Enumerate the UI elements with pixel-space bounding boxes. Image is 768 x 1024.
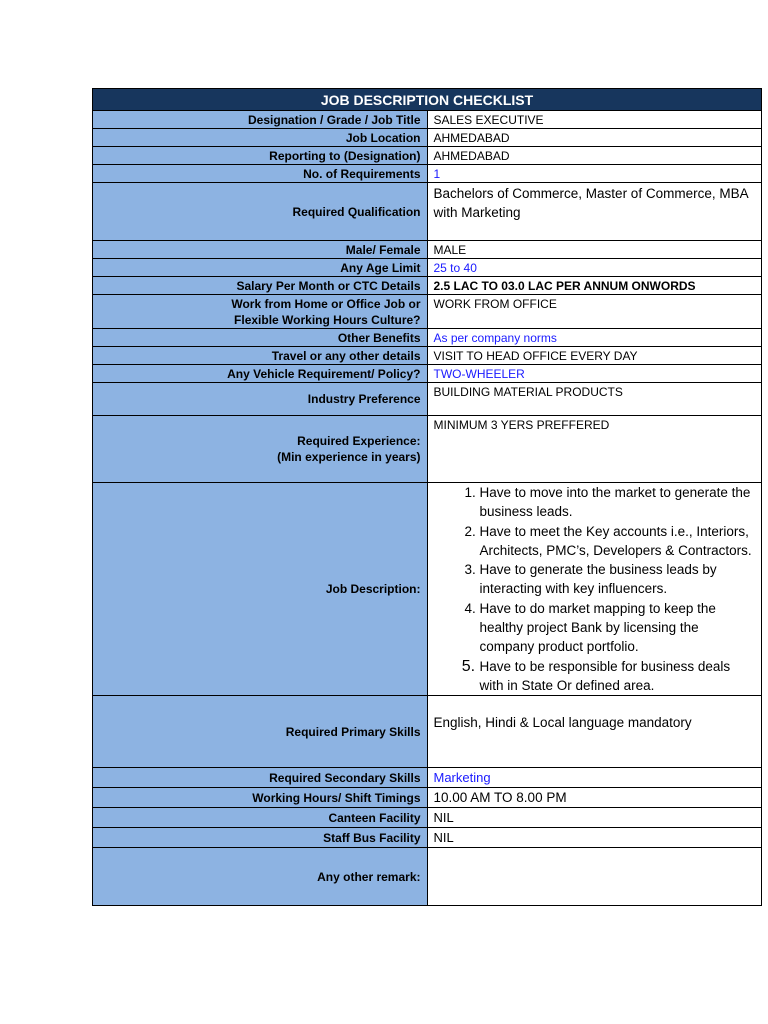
qualification-label: Required Qualification xyxy=(93,183,428,241)
working-hours-label: Working Hours/ Shift Timings xyxy=(93,788,428,808)
table-row xyxy=(93,165,762,183)
travel-label: Travel or any other details xyxy=(93,347,428,365)
table-row xyxy=(93,347,762,365)
table-row xyxy=(93,483,762,696)
work-mode-label-line2: Flexible Working Hours Culture? xyxy=(234,312,421,327)
canteen-value: NIL xyxy=(427,808,762,828)
other-benefits-value: As per company norms xyxy=(427,329,762,347)
gender-label: Male/ Female xyxy=(93,241,428,259)
salary-value: 2.5 LAC TO 03.0 LAC PER ANNUM ONWORDS xyxy=(427,277,762,295)
experience-label-line2: (Min experience in years) xyxy=(277,450,421,464)
requirements-count-value: 1 xyxy=(427,165,762,183)
other-remark-value xyxy=(427,848,762,906)
vehicle-value: TWO-WHEELER xyxy=(427,365,762,383)
designation-value: SALES EXECUTIVE xyxy=(427,111,762,129)
table-row xyxy=(93,808,762,828)
reporting-to-value: AHMEDABAD xyxy=(427,147,762,165)
job-location-label: Job Location xyxy=(93,129,428,147)
experience-value: MINIMUM 3 YERS PREFFERED xyxy=(427,416,762,483)
work-mode-label-line1: Work from Home or Office Job or xyxy=(231,296,421,311)
table-row xyxy=(93,416,762,483)
work-mode-value: WORK FROM OFFICE xyxy=(427,295,762,329)
list-item: 1. Have to move into the market to generate the business leads. xyxy=(480,483,756,522)
table-row xyxy=(93,111,762,129)
primary-skills-value: English, Hindi & Local language mandatory xyxy=(427,696,762,768)
other-benefits-label: Other Benefits xyxy=(93,329,428,347)
table-title: JOB DESCRIPTION CHECKLIST xyxy=(93,89,762,111)
other-remark-label: Any other remark: xyxy=(93,848,428,906)
list-item: 4. Have to do market mapping to keep the healthy project Bank by licensing the company product portfolio. xyxy=(480,599,756,657)
table-row xyxy=(93,383,762,416)
experience-label xyxy=(93,416,428,483)
qualification-value: Bachelors of Commerce, Master of Commerce, MBA with Marketing xyxy=(427,183,762,241)
vehicle-label: Any Vehicle Requirement/ Policy? xyxy=(93,365,428,383)
list-item: 5. Have to be responsible for business deals with in State Or defined area. xyxy=(480,657,756,696)
table-row xyxy=(93,183,762,241)
table-row xyxy=(93,768,762,788)
job-description-label: Job Description: xyxy=(93,483,428,696)
table-row xyxy=(93,788,762,808)
reporting-to-label: Reporting to (Designation) xyxy=(93,147,428,165)
table-row xyxy=(93,259,762,277)
list-item: 2. Have to meet the Key accounts i.e., Interiors, Architects, PMC’s, Developers & Contractors. xyxy=(480,522,756,561)
experience-label-line1: Required Experience: xyxy=(297,434,421,448)
working-hours-value: 10.00 AM TO 8.00 PM xyxy=(427,788,762,808)
table-row xyxy=(93,147,762,165)
designation-label: Designation / Grade / Job Title xyxy=(93,111,428,129)
table-row xyxy=(93,365,762,383)
secondary-skills-value: Marketing xyxy=(427,768,762,788)
age-limit-label: Any Age Limit xyxy=(93,259,428,277)
list-item: 3. Have to generate the business leads by interacting with key influencers. xyxy=(480,560,756,599)
table-row xyxy=(93,295,762,329)
staff-bus-value: NIL xyxy=(427,828,762,848)
canteen-label: Canteen Facility xyxy=(93,808,428,828)
job-location-value: AHMEDABAD xyxy=(427,129,762,147)
table-row xyxy=(93,241,762,259)
staff-bus-label: Staff Bus Facility xyxy=(93,828,428,848)
work-mode-label xyxy=(93,295,428,329)
salary-label: Salary Per Month or CTC Details xyxy=(93,277,428,295)
table-row xyxy=(93,848,762,906)
table-row xyxy=(93,828,762,848)
secondary-skills-label: Required Secondary Skills xyxy=(93,768,428,788)
table-row xyxy=(93,329,762,347)
primary-skills-label: Required Primary Skills xyxy=(93,696,428,768)
table-row xyxy=(93,696,762,768)
job-description-checklist-table xyxy=(92,88,762,906)
travel-value: VISIT TO HEAD OFFICE EVERY DAY xyxy=(427,347,762,365)
age-limit-value: 25 to 40 xyxy=(427,259,762,277)
job-description-value xyxy=(427,483,762,696)
table-header-row xyxy=(93,89,762,111)
job-description-list xyxy=(434,483,756,695)
gender-value: MALE xyxy=(427,241,762,259)
table-row xyxy=(93,129,762,147)
industry-value: BUILDING MATERIAL PRODUCTS xyxy=(427,383,762,416)
requirements-count-label: No. of Requirements xyxy=(93,165,428,183)
table-row xyxy=(93,277,762,295)
industry-label: Industry Preference xyxy=(93,383,428,416)
